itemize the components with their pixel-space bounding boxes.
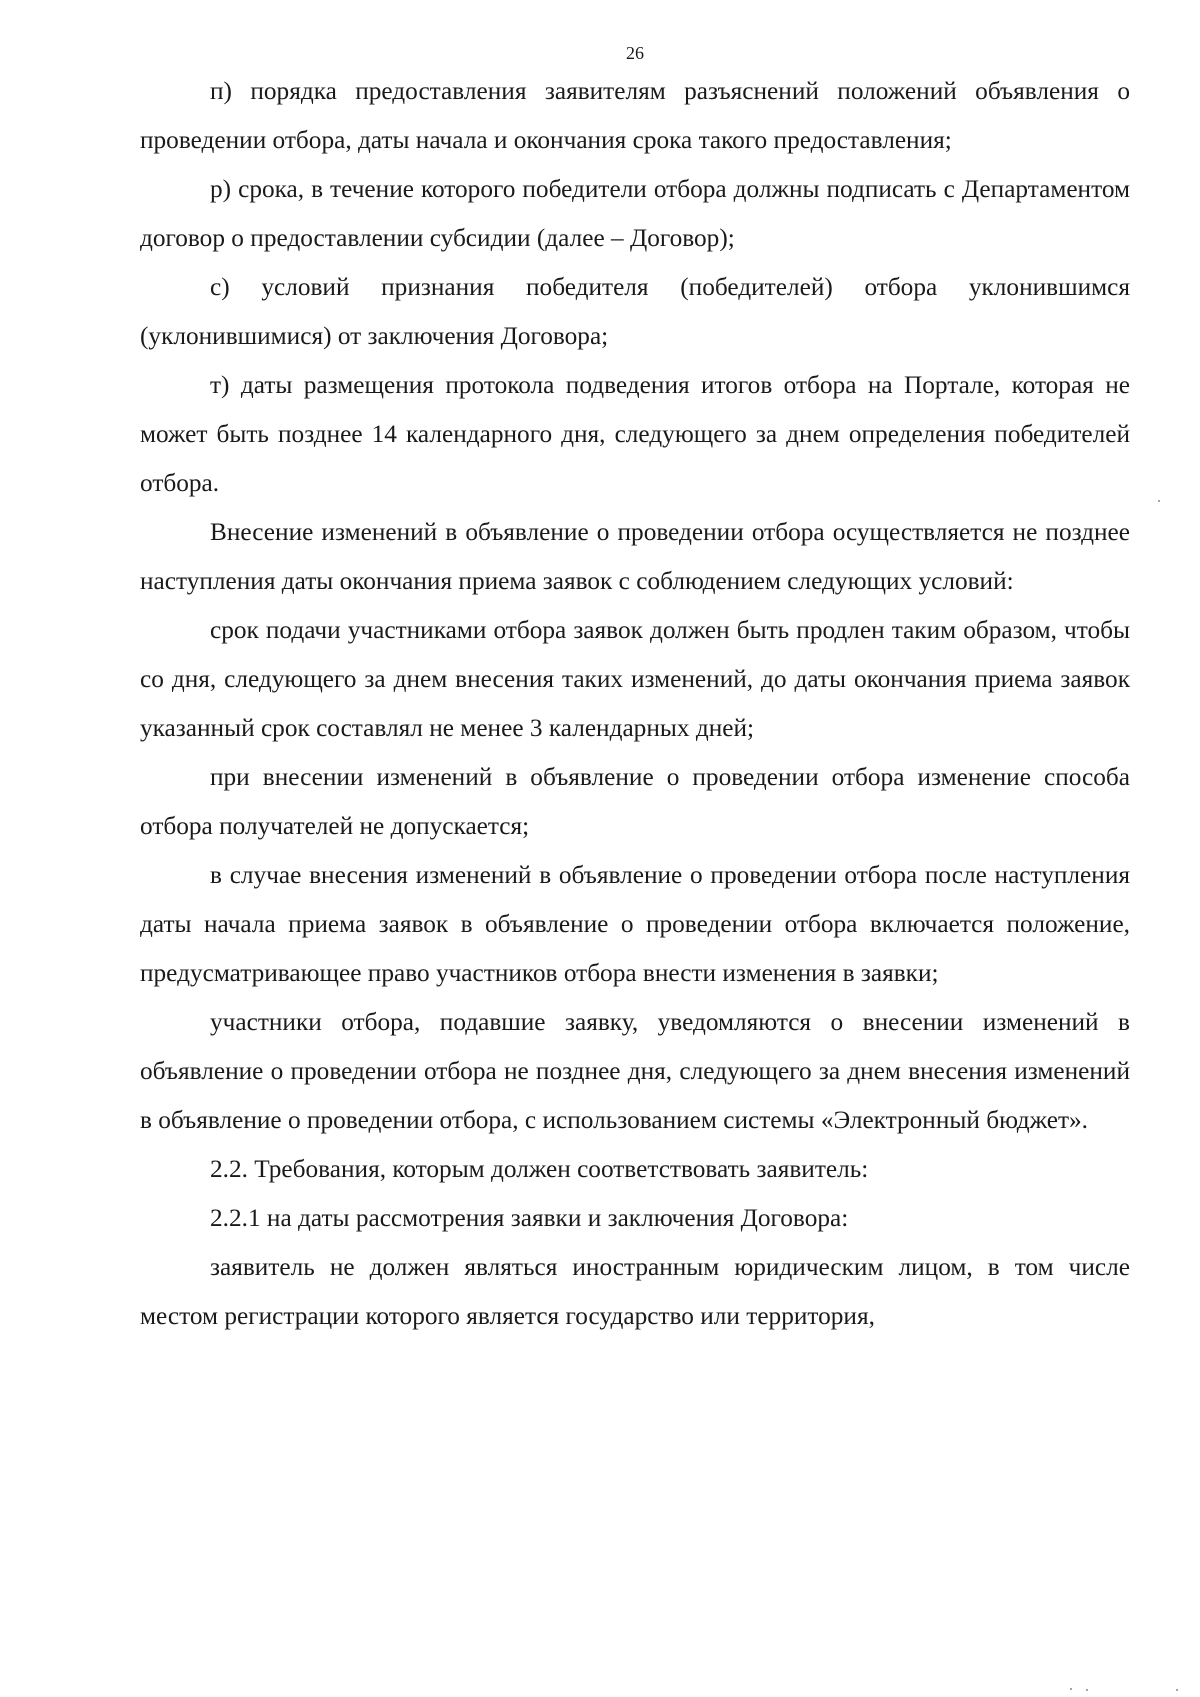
subsection-heading-2-2-1: 2.2.1 на даты рассмотрения заявки и заключения Договора: bbox=[210, 1204, 849, 1232]
scan-speck bbox=[1086, 1689, 1088, 1691]
section-heading-2-2: 2.2. Требования, которым должен соответствовать заявитель: bbox=[210, 1155, 869, 1183]
paragraph-foreign-entity-requirement: заявитель не должен являться иностранным юридическим лицом, в том числе местом регистрации которого является государство или территория, bbox=[140, 1253, 1130, 1330]
paragraph-amendment-conditions: Внесение изменений в объявление о проведении отбора осуществляется не позднее наступления даты окончания приема заявок с соблюдением следующих условий: bbox=[140, 518, 1130, 595]
paragraph-participant-notification: участники отбора, подавшие заявку, уведомляются о внесении изменений в объявление о проведении отбора не позднее дня, следующего за днем внесения изменений в объявление о проведении отбора, с использованием системы «Электронный бюджет». bbox=[140, 1008, 1130, 1134]
paragraph-item-s: с) условий признания победителя (победителей) отбора уклонившимся (уклонившимися) от заключения Договора; bbox=[140, 273, 1130, 350]
scan-speck bbox=[1158, 500, 1160, 502]
paragraph-item-r: р) срока, в течение которого победители отбора должны подписать с Департаментом договор о предоставлении субсидии (далее – Договор); bbox=[140, 175, 1130, 252]
scan-speck bbox=[1176, 1689, 1178, 1691]
paragraph-deadline-extension: срок подачи участниками отбора заявок должен быть продлен таким образом, чтобы со дня, следующего за днем внесения таких изменений, до даты окончания приема заявок указанный срок составлял не менее 3 календарных дней; bbox=[140, 616, 1130, 742]
paragraph-method-unchanged: при внесении изменений в объявление о проведении отбора изменение способа отбора получателей не допускается; bbox=[140, 763, 1130, 840]
document-body bbox=[140, 67, 1130, 1341]
scan-speck bbox=[1070, 1688, 1072, 1690]
paragraph-item-p: п) порядка предоставления заявителям разъяснений положений объявления о проведении отбора, даты начала и окончания срока такого предоставления; bbox=[140, 77, 1130, 154]
paragraph-application-changes: в случае внесения изменений в объявление о проведении отбора после наступления даты начала приема заявок в объявление о проведении отбора включается положение, предусматривающее право участников отбора внести изменения в заявки; bbox=[140, 861, 1130, 987]
page-number: 26 bbox=[626, 43, 644, 63]
paragraph-item-t: т) даты размещения протокола подведения итогов отбора на Портале, которая не может быть позднее 14 календарного дня, следующего за днем определения победителей отбора. bbox=[140, 371, 1130, 497]
